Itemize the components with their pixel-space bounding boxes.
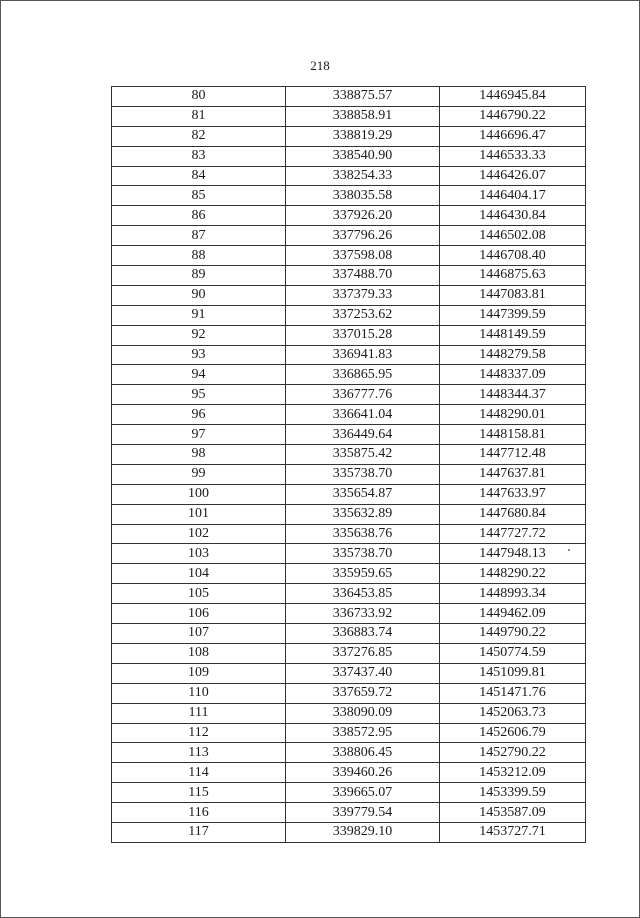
x-coordinate-cell: 338806.45 (286, 743, 440, 763)
point-number-cell: 107 (112, 624, 286, 644)
x-coordinate-cell: 336865.95 (286, 365, 440, 385)
x-coordinate-cell: 337437.40 (286, 663, 440, 683)
point-number-cell: 95 (112, 385, 286, 405)
point-number-cell: 85 (112, 186, 286, 206)
table-row (112, 285, 586, 305)
y-coordinate-cell: 1447948.13 (440, 544, 586, 564)
y-coordinate-cell: 1446404.17 (440, 186, 586, 206)
table-row (112, 266, 586, 286)
y-coordinate-cell: 1452606.79 (440, 723, 586, 743)
point-number-cell: 115 (112, 783, 286, 803)
table-row (112, 325, 586, 345)
point-number-cell: 116 (112, 803, 286, 823)
point-number-cell: 96 (112, 405, 286, 425)
point-number-cell: 97 (112, 425, 286, 445)
x-coordinate-cell: 335738.70 (286, 464, 440, 484)
x-coordinate-cell: 337659.72 (286, 683, 440, 703)
point-number-cell: 87 (112, 226, 286, 246)
table-row (112, 146, 586, 166)
x-coordinate-cell: 339779.54 (286, 803, 440, 823)
y-coordinate-cell: 1447712.48 (440, 445, 586, 465)
x-coordinate-cell: 338819.29 (286, 126, 440, 146)
y-coordinate-cell: 1453399.59 (440, 783, 586, 803)
table-row (112, 484, 586, 504)
table-row (112, 524, 586, 544)
point-number-cell: 94 (112, 365, 286, 385)
table-row (112, 803, 586, 823)
x-coordinate-cell: 336453.85 (286, 584, 440, 604)
x-coordinate-cell: 338035.58 (286, 186, 440, 206)
point-number-cell: 92 (112, 325, 286, 345)
x-coordinate-cell: 336777.76 (286, 385, 440, 405)
table-row (112, 683, 586, 703)
x-coordinate-cell: 337926.20 (286, 206, 440, 226)
table-row (112, 464, 586, 484)
point-number-cell: 83 (112, 146, 286, 166)
y-coordinate-cell: 1447680.84 (440, 504, 586, 524)
table-row (112, 186, 586, 206)
x-coordinate-cell: 335738.70 (286, 544, 440, 564)
table-row (112, 763, 586, 783)
y-coordinate-cell: 1447727.72 (440, 524, 586, 544)
point-number-cell: 82 (112, 126, 286, 146)
y-coordinate-cell: 1448158.81 (440, 425, 586, 445)
table-row (112, 206, 586, 226)
y-coordinate-cell: 1451471.76 (440, 683, 586, 703)
table-row (112, 226, 586, 246)
point-number-cell: 104 (112, 564, 286, 584)
point-number-cell: 105 (112, 584, 286, 604)
point-number-cell: 106 (112, 604, 286, 624)
x-coordinate-cell: 337276.85 (286, 643, 440, 663)
y-coordinate-cell: 1446696.47 (440, 126, 586, 146)
x-coordinate-cell: 336449.64 (286, 425, 440, 445)
x-coordinate-cell: 337488.70 (286, 266, 440, 286)
x-coordinate-cell: 338090.09 (286, 703, 440, 723)
y-coordinate-cell: 1453587.09 (440, 803, 586, 823)
y-coordinate-cell: 1448290.22 (440, 564, 586, 584)
table-row (112, 584, 586, 604)
point-number-cell: 99 (112, 464, 286, 484)
y-coordinate-cell: 1447633.97 (440, 484, 586, 504)
x-coordinate-cell: 335959.65 (286, 564, 440, 584)
point-number-cell: 102 (112, 524, 286, 544)
y-coordinate-cell: 1450774.59 (440, 643, 586, 663)
x-coordinate-cell: 336941.83 (286, 345, 440, 365)
scan-speck (568, 549, 570, 551)
x-coordinate-cell: 337253.62 (286, 305, 440, 325)
y-coordinate-cell: 1447637.81 (440, 464, 586, 484)
y-coordinate-cell: 1446533.33 (440, 146, 586, 166)
point-number-cell: 90 (112, 285, 286, 305)
point-number-cell: 91 (112, 305, 286, 325)
point-number-cell: 114 (112, 763, 286, 783)
table-row (112, 305, 586, 325)
y-coordinate-cell: 1447083.81 (440, 285, 586, 305)
table-row (112, 822, 586, 842)
x-coordinate-cell: 338858.91 (286, 106, 440, 126)
table-row (112, 604, 586, 624)
table-row (112, 365, 586, 385)
coordinates-table (111, 86, 586, 843)
x-coordinate-cell: 335875.42 (286, 445, 440, 465)
point-number-cell: 112 (112, 723, 286, 743)
y-coordinate-cell: 1453212.09 (440, 763, 586, 783)
y-coordinate-cell: 1448993.34 (440, 584, 586, 604)
y-coordinate-cell: 1447399.59 (440, 305, 586, 325)
point-number-cell: 98 (112, 445, 286, 465)
table-row (112, 703, 586, 723)
x-coordinate-cell: 337598.08 (286, 246, 440, 266)
point-number-cell: 110 (112, 683, 286, 703)
x-coordinate-cell: 338254.33 (286, 166, 440, 186)
table-row (112, 106, 586, 126)
point-number-cell: 88 (112, 246, 286, 266)
y-coordinate-cell: 1448337.09 (440, 365, 586, 385)
y-coordinate-cell: 1452790.22 (440, 743, 586, 763)
y-coordinate-cell: 1449790.22 (440, 624, 586, 644)
x-coordinate-cell: 335654.87 (286, 484, 440, 504)
table-row (112, 504, 586, 524)
x-coordinate-cell: 339829.10 (286, 822, 440, 842)
y-coordinate-cell: 1446430.84 (440, 206, 586, 226)
point-number-cell: 84 (112, 166, 286, 186)
y-coordinate-cell: 1449462.09 (440, 604, 586, 624)
point-number-cell: 111 (112, 703, 286, 723)
point-number-cell: 103 (112, 544, 286, 564)
x-coordinate-cell: 335632.89 (286, 504, 440, 524)
y-coordinate-cell: 1448344.37 (440, 385, 586, 405)
table-row (112, 166, 586, 186)
point-number-cell: 80 (112, 87, 286, 107)
x-coordinate-cell: 337796.26 (286, 226, 440, 246)
table-row (112, 643, 586, 663)
point-number-cell: 86 (112, 206, 286, 226)
y-coordinate-cell: 1448290.01 (440, 405, 586, 425)
table-row (112, 544, 586, 564)
y-coordinate-cell: 1446708.40 (440, 246, 586, 266)
point-number-cell: 117 (112, 822, 286, 842)
table-row (112, 663, 586, 683)
x-coordinate-cell: 336641.04 (286, 405, 440, 425)
point-number-cell: 100 (112, 484, 286, 504)
y-coordinate-cell: 1446502.08 (440, 226, 586, 246)
y-coordinate-cell: 1452063.73 (440, 703, 586, 723)
table-row (112, 385, 586, 405)
x-coordinate-cell: 335638.76 (286, 524, 440, 544)
y-coordinate-cell: 1446945.84 (440, 87, 586, 107)
x-coordinate-cell: 336733.92 (286, 604, 440, 624)
point-number-cell: 113 (112, 743, 286, 763)
x-coordinate-cell: 339460.26 (286, 763, 440, 783)
page-number: 218 (310, 58, 330, 73)
table-row (112, 246, 586, 266)
table-row (112, 445, 586, 465)
y-coordinate-cell: 1448279.58 (440, 345, 586, 365)
y-coordinate-cell: 1446426.07 (440, 166, 586, 186)
table-row (112, 126, 586, 146)
table-row (112, 723, 586, 743)
point-number-cell: 81 (112, 106, 286, 126)
table-row (112, 345, 586, 365)
x-coordinate-cell: 337015.28 (286, 325, 440, 345)
y-coordinate-cell: 1448149.59 (440, 325, 586, 345)
point-number-cell: 109 (112, 663, 286, 683)
coordinates-table-body (112, 87, 586, 843)
table-row (112, 87, 586, 107)
table-row (112, 783, 586, 803)
x-coordinate-cell: 336883.74 (286, 624, 440, 644)
table-row (112, 624, 586, 644)
point-number-cell: 93 (112, 345, 286, 365)
y-coordinate-cell: 1446875.63 (440, 266, 586, 286)
point-number-cell: 101 (112, 504, 286, 524)
table-row (112, 564, 586, 584)
y-coordinate-cell: 1451099.81 (440, 663, 586, 683)
x-coordinate-cell: 338540.90 (286, 146, 440, 166)
point-number-cell: 89 (112, 266, 286, 286)
table-row (112, 743, 586, 763)
x-coordinate-cell: 338875.57 (286, 87, 440, 107)
x-coordinate-cell: 338572.95 (286, 723, 440, 743)
table-row (112, 405, 586, 425)
x-coordinate-cell: 337379.33 (286, 285, 440, 305)
table-row (112, 425, 586, 445)
y-coordinate-cell: 1453727.71 (440, 822, 586, 842)
x-coordinate-cell: 339665.07 (286, 783, 440, 803)
point-number-cell: 108 (112, 643, 286, 663)
y-coordinate-cell: 1446790.22 (440, 106, 586, 126)
